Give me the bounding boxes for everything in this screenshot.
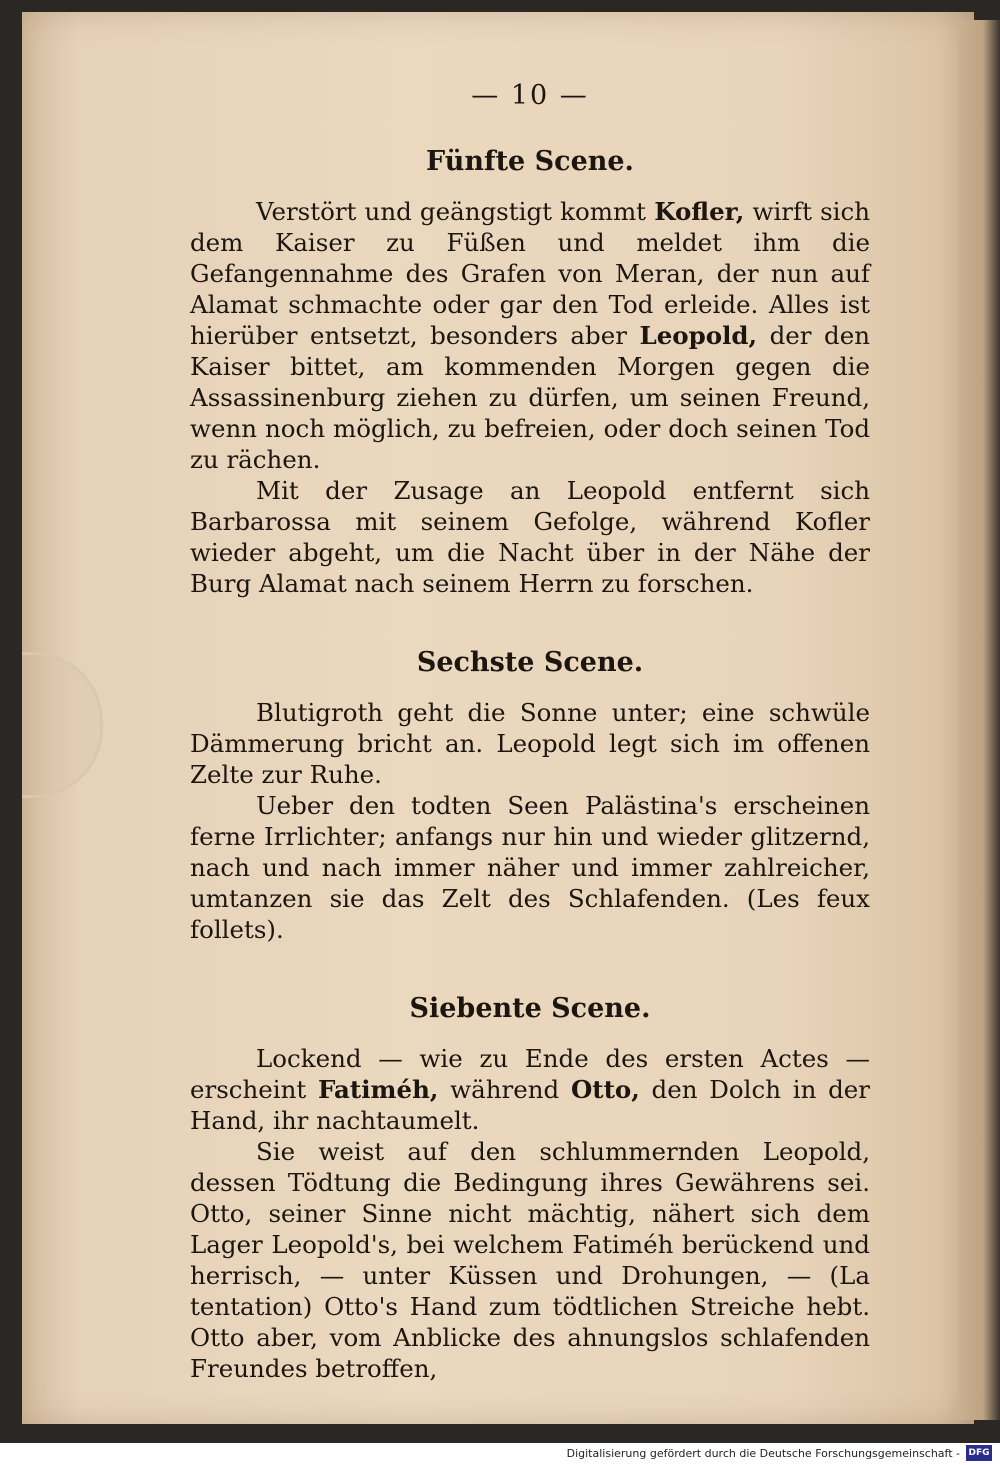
text-run: Verstört und geängstigt kommt	[256, 197, 655, 226]
scene-7	[190, 991, 870, 1384]
paragraph	[190, 697, 870, 790]
page-tab-mark	[22, 652, 103, 798]
text-run: den Dolch in der Hand, ihr nachtaumelt.	[190, 1075, 871, 1135]
paragraph	[190, 790, 870, 945]
scene-heading: Sechste Scene.	[416, 647, 644, 678]
dfg-logo-icon: DFG	[966, 1445, 992, 1461]
page-number: — 10 —	[471, 80, 589, 111]
paragraph	[190, 196, 870, 475]
text-run: während	[438, 1075, 571, 1104]
text-run: der den Kaiser bittet, am kommenden Morgen gegen die Assassinenburg ziehen zu dürfen, um seinen Freund, wenn noch möglich, zu befreien, oder doch seinen Tod zu rächen.	[190, 321, 870, 474]
page-content	[190, 80, 870, 1384]
character-name: Kofler,	[654, 197, 745, 226]
scene-heading: Siebente Scene.	[409, 993, 651, 1024]
character-name: Leopold,	[639, 321, 758, 350]
page-gutter	[958, 20, 1000, 1420]
text-run: Ueber den todten Seen Palästina's erscheinen ferne Irrlichter; anfangs nur hin und wieder glitzernd, nach und nach immer näher und immer zahlreicher, umtanzen sie das Zelt des Schlafenden. (Les feux follets).	[190, 791, 870, 944]
paragraph	[190, 475, 870, 599]
text-run: wirft sich dem Kaiser zu Füßen und meldet ihm die Gefangennahme des Grafen von Meran, der nun auf Alamat schmachte oder gar den Tod erleide. Alles ist hierüber entsetzt, besonders aber	[190, 197, 870, 350]
text-run: Blutigroth geht die Sonne unter; eine schwüle Dämmerung bricht an. Leopold legt sich im offenen Zelte zur Ruhe.	[190, 698, 870, 789]
scene-6	[190, 645, 870, 945]
character-name: Otto,	[570, 1075, 640, 1104]
text-run: Lockend — wie zu Ende des ersten Actes — erscheint	[190, 1044, 870, 1104]
scene-5	[190, 144, 870, 599]
text-run: Mit der Zusage an Leopold entfernt sich Barbarossa mit seinem Gefolge, während Kofler wieder abgeht, um die Nacht über in der Nähe der Burg Alamat nach seinem Herrn zu forschen.	[190, 476, 870, 598]
paragraph	[190, 1136, 870, 1384]
text-run: Sie weist auf den schlummernden Leopold, dessen Tödtung die Bedingung ihres Gewährens sei. Otto, seiner Sinne nicht mächtig, nähert sich dem Lager Leopold's, bei welchem Fatiméh berückend und herrisch, — unter Küssen und Drohungen, — (La tentation) Otto's Hand zum tödtlichen Streiche hebt. Otto aber, vom Anblicke des ahnungslos schlafenden Freundes betroffen,	[190, 1137, 870, 1383]
scene-heading: Fünfte Scene.	[426, 146, 634, 177]
paragraph	[190, 1043, 870, 1136]
footer-credit: Digitalisierung gefördert durch die Deutsche Forschungsgemeinschaft -	[566, 1447, 960, 1460]
character-name: Fatiméh,	[318, 1075, 439, 1104]
